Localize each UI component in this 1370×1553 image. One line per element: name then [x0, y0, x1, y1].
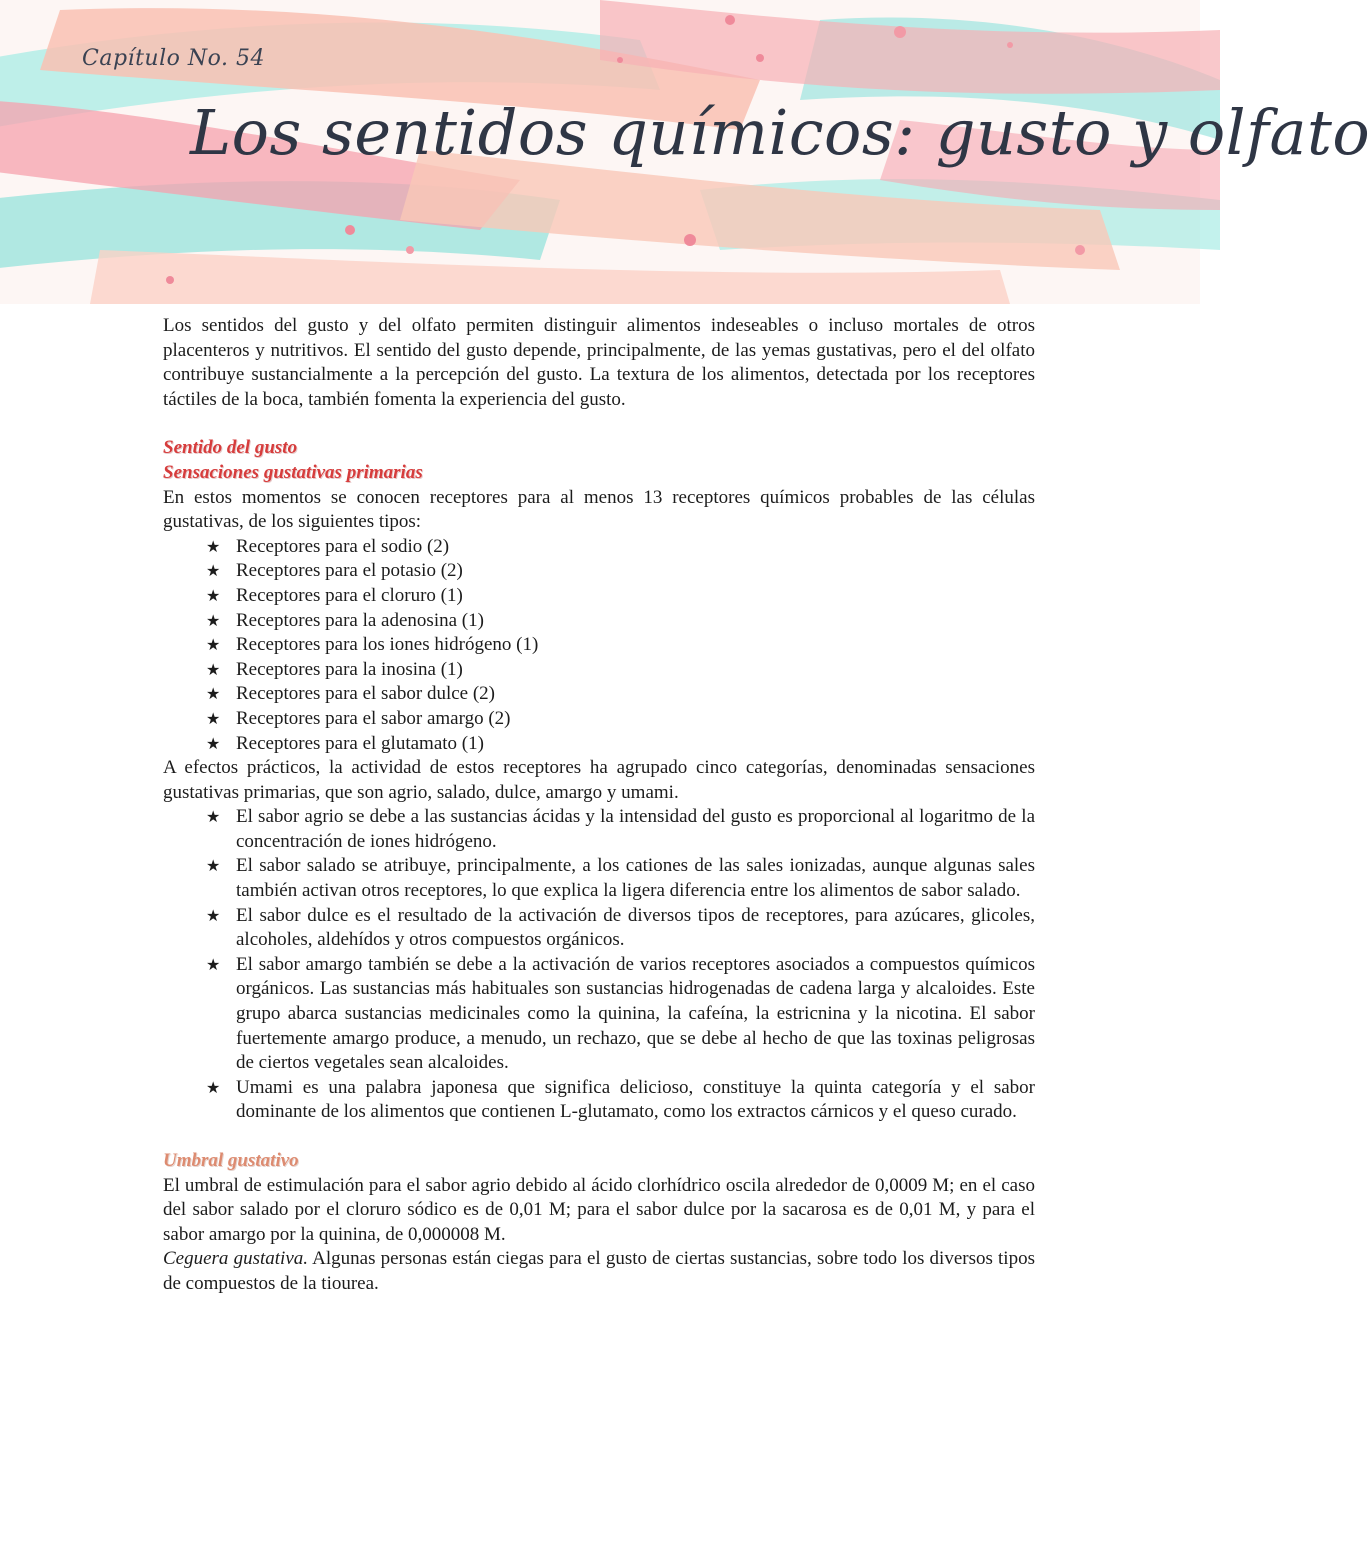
- star-icon: ★: [206, 733, 221, 753]
- intro-paragraph: Los sentidos del gusto y del olfato permiten distinguir alimentos indeseables o incluso mortales de otros placenteros y nutritivos. El sentido del gusto depende, principalmente, de las yemas gustativas, pero el del olfato contribuye sustancialmente a la percepción del gusto. La textura de los alimentos, detectada por los receptores táctiles de la boca, también fomenta la experiencia del gusto.: [163, 315, 1035, 410]
- list-item: ★ El sabor agrio se debe a las sustancias ácidas y la intensidad del gusto es proporcional al logaritmo de la concentración de iones hidrógeno.: [206, 806, 1035, 852]
- section-heading-umbral: Umbral gustativo: [163, 1150, 299, 1171]
- subsection-heading-sensaciones: Sensaciones gustativas primarias: [163, 461, 423, 483]
- list-item: ★ El sabor amargo también se debe a la activación de varios receptores asociados a compuestos químicos orgánicos. Las sustancias más habituales son sustancias hidrogenadas de cadena larga y alcaloides. Este grupo abarca sustancias medicinales como la quinina, la cafeína, la estricnina y la nicotina. El sabor fuertemente amargo produce, a menudo, un rechazo, que se debe al hecho de que las toxinas peligrosas de ciertos vegetales sean alcaloides.: [206, 953, 1035, 1074]
- list-item: ★ Receptores para la inosina (1): [236, 658, 1035, 683]
- list-item: ★ Receptores para la adenosina (1): [236, 609, 1035, 634]
- categories-paragraph: A efectos prácticos, la actividad de estos receptores ha agrupado cinco categorías, denominadas sensaciones gustativas primarias, que son agrio, salado, dulce, amargo y umami.: [163, 757, 1035, 803]
- threshold-paragraph: El umbral de estimulación para el sabor agrio debido al ácido clorhídrico oscila alrededor de 0,0009 M; en el caso del sabor salado por el cloruro sódico es de 0,01 M; para el sabor dulce por la sacarosa es de 0,01 M, y para el sabor amargo por la quinina, de 0,000008 M.: [163, 1174, 1035, 1245]
- star-icon: ★: [206, 856, 221, 876]
- receptors-intro: En estos momentos se conocen receptores para al menos 13 receptores químicos probables de las células gustativas, de los siguientes tipos:: [163, 486, 1035, 533]
- section-heading-gusto: Sentido del gusto: [163, 437, 298, 459]
- list-item: ★ Receptores para el potasio (2): [236, 559, 1035, 584]
- star-icon: ★: [206, 585, 221, 605]
- list-item: ★ El sabor dulce es el resultado de la activación de diversos tipos de receptores, para azúcares, glicoles, alcoholes, aldehídos y otros compuestos orgánicos.: [206, 904, 1035, 951]
- star-icon: ★: [206, 807, 221, 827]
- list-item: ★ Receptores para los iones hidrógeno (1): [236, 633, 1035, 658]
- star-icon: ★: [206, 635, 221, 655]
- star-icon: ★: [206, 954, 221, 974]
- list-item: ★ Receptores para el glutamato (1): [236, 732, 1035, 757]
- list-item: ★ Receptores para el sodio (2): [236, 535, 1035, 560]
- list-item: ★ Receptores para el sabor dulce (2): [236, 682, 1035, 707]
- star-icon: ★: [206, 684, 221, 704]
- star-icon: ★: [206, 610, 221, 630]
- chapter-label: Capítulo No. 54: [82, 46, 265, 71]
- list-item: ★ El sabor salado se atribuye, principalmente, a los cationes de las sales ionizadas, aunque algunas sales también activan otros receptores, lo que explica la ligera diferencia entre los alimentos de sabor salado.: [206, 855, 1035, 902]
- star-icon: ★: [206, 561, 221, 581]
- star-icon: ★: [206, 708, 221, 728]
- blindness-term: Ceguera gustativa.: [163, 1248, 309, 1270]
- receptor-list: [163, 535, 1035, 756]
- list-item: ★ Receptores para el cloruro (1): [236, 584, 1035, 609]
- page-title: Los sentidos químicos: gusto y olfato: [190, 96, 1370, 169]
- document-body: [163, 314, 1035, 1297]
- list-item: ★ Receptores para el sabor amargo (2): [236, 707, 1035, 732]
- star-icon: ★: [206, 659, 221, 679]
- blindness-paragraph: [163, 1247, 1035, 1296]
- star-icon: ★: [206, 905, 221, 925]
- star-icon: ★: [206, 536, 221, 556]
- taste-list: [163, 805, 1035, 1125]
- star-icon: ★: [206, 1077, 221, 1097]
- header-banner: [0, 0, 1370, 304]
- blindness-text: Algunas personas están ciegas para el gusto de ciertas sustancias, sobre todo los diversos tipos de compuestos de la tiourea.: [163, 1248, 1035, 1294]
- list-item: ★ Umami es una palabra japonesa que significa delicioso, constituye la quinta categoría y el sabor dominante de los alimentos que contienen L-glutamato, como los extractos cárnicos y el queso curado.: [206, 1076, 1035, 1123]
